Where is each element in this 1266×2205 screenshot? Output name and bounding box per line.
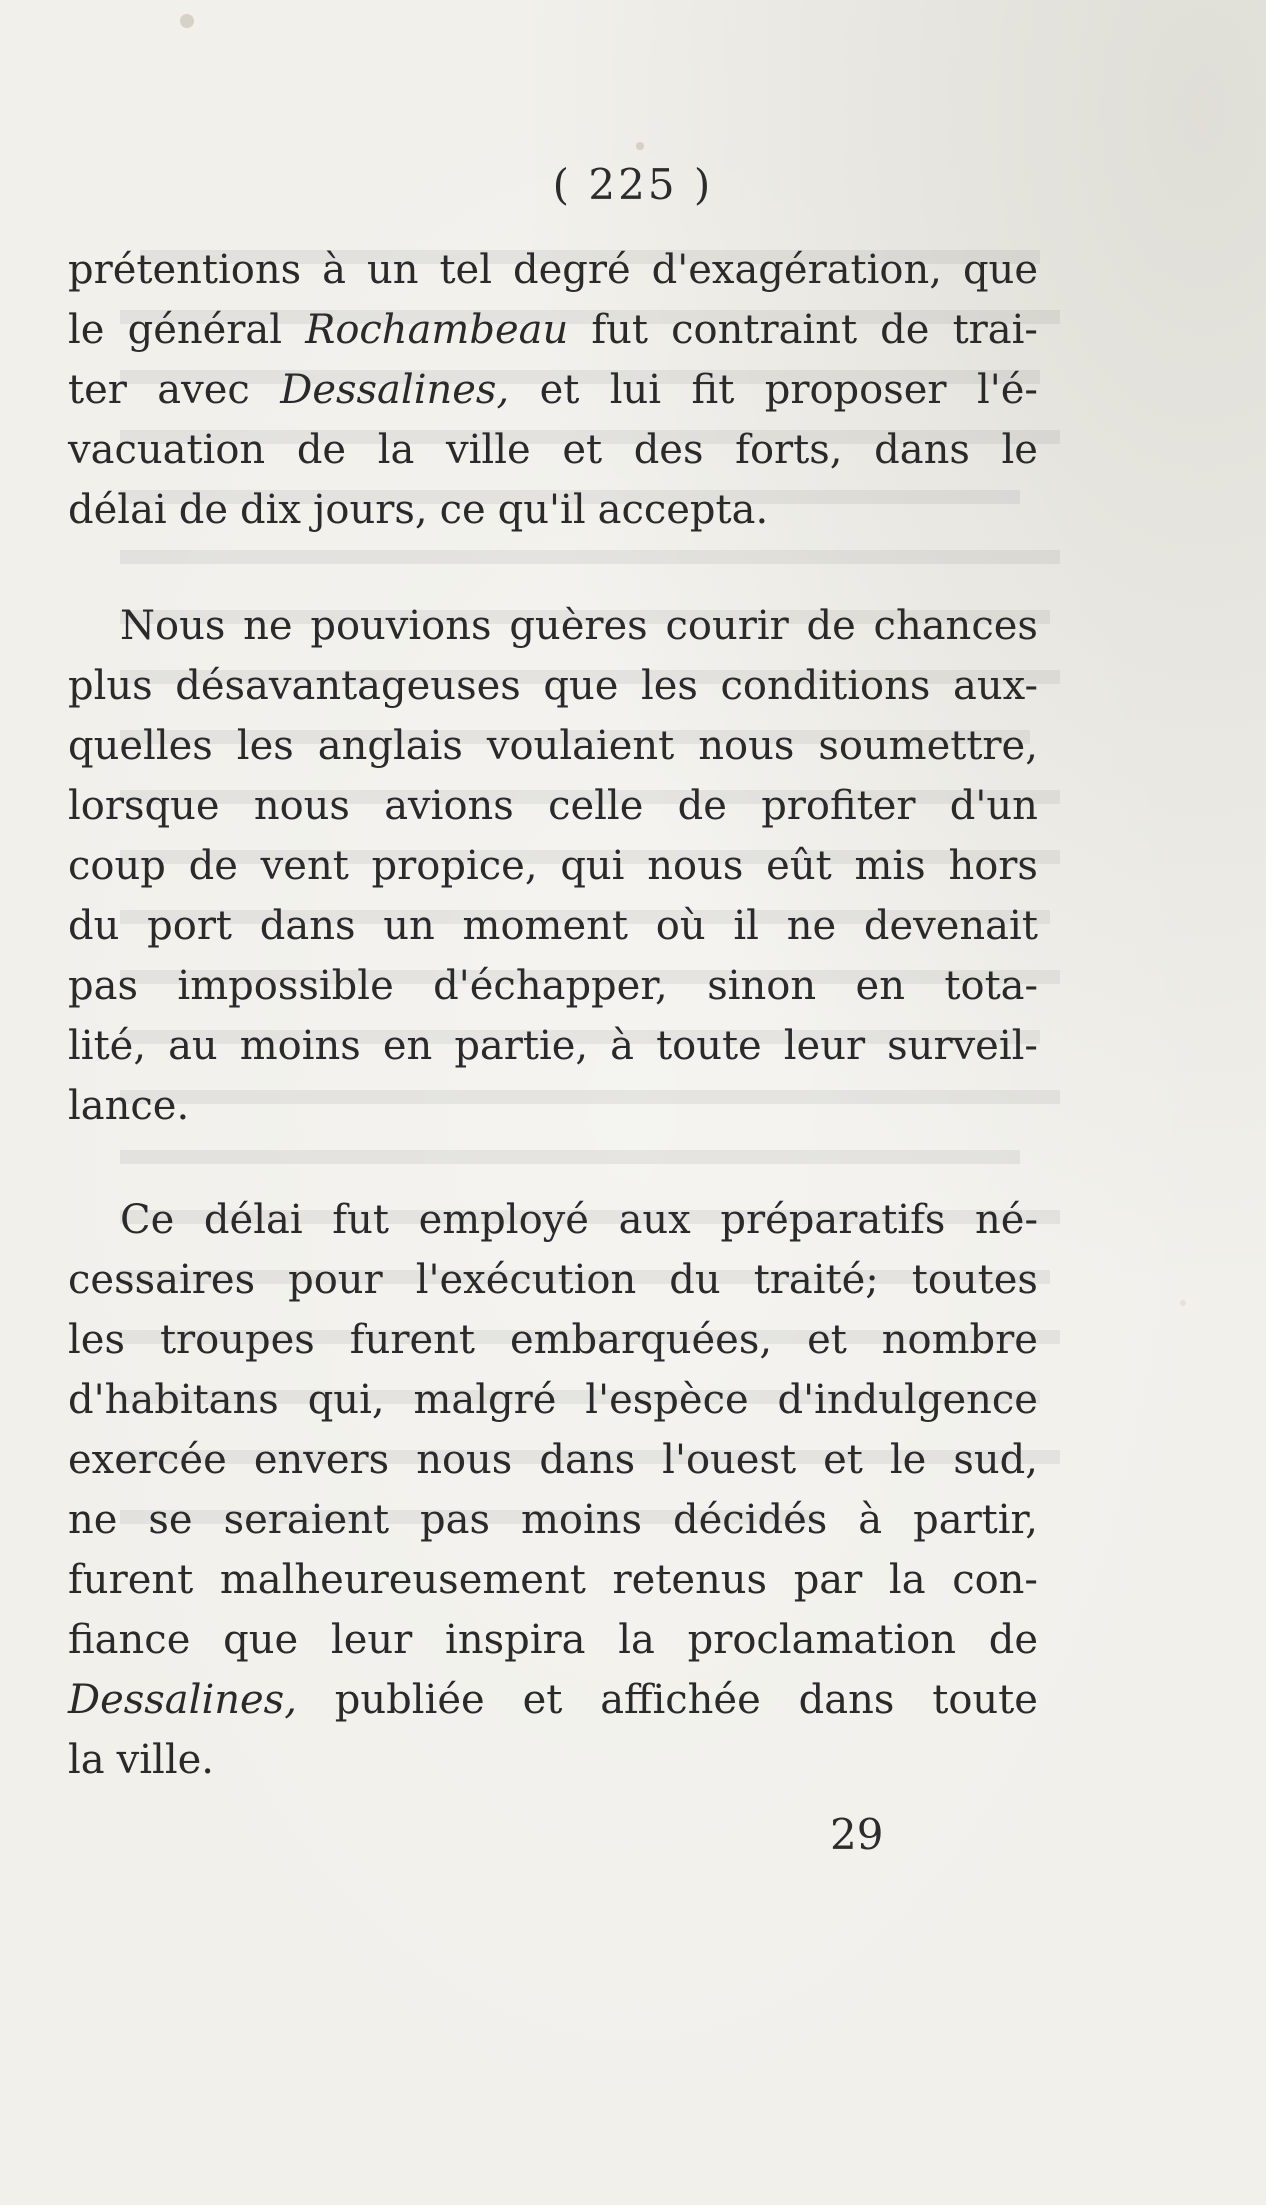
text-line bbox=[68, 1310, 1038, 1370]
word: de bbox=[677, 783, 727, 829]
word: préparatifs bbox=[720, 1197, 946, 1243]
word: cessaires bbox=[68, 1257, 256, 1303]
word: du bbox=[68, 903, 120, 949]
word: vacuation bbox=[68, 427, 266, 473]
word: chances bbox=[873, 603, 1038, 649]
word: dans bbox=[259, 903, 356, 949]
word: pas bbox=[420, 1497, 490, 1543]
word: troupes bbox=[159, 1317, 315, 1363]
word: devenait bbox=[863, 903, 1038, 949]
word: nous bbox=[698, 723, 795, 769]
word: quelles bbox=[68, 723, 213, 769]
word: hors bbox=[948, 843, 1038, 889]
word: mis bbox=[854, 843, 926, 889]
word: l'espèce bbox=[585, 1377, 749, 1423]
word: eût bbox=[766, 843, 832, 889]
text-line bbox=[68, 1610, 1038, 1670]
word: lité, bbox=[68, 1023, 147, 1069]
text-line bbox=[68, 1190, 1038, 1250]
word: que bbox=[962, 247, 1038, 293]
word: d'un bbox=[949, 783, 1038, 829]
word: proposer bbox=[764, 367, 947, 413]
word: à bbox=[322, 247, 346, 293]
text-line bbox=[68, 1370, 1038, 1430]
word: d'exagération, bbox=[651, 247, 942, 293]
word: l'ouest bbox=[662, 1437, 797, 1483]
word: ce bbox=[439, 487, 486, 533]
word: délai bbox=[68, 487, 167, 533]
word: proclamation bbox=[687, 1617, 956, 1663]
word: propice, bbox=[371, 843, 538, 889]
word: accepta. bbox=[597, 487, 769, 533]
word: un bbox=[366, 247, 419, 293]
word: vent bbox=[260, 843, 349, 889]
word: impossible bbox=[177, 963, 394, 1009]
word: à bbox=[610, 1023, 635, 1069]
word: l'é- bbox=[976, 367, 1038, 413]
word: tota- bbox=[944, 963, 1038, 1009]
word: traité; bbox=[753, 1257, 879, 1303]
word: fut bbox=[332, 1197, 389, 1243]
text-line bbox=[68, 300, 1038, 360]
word: voulaient bbox=[486, 723, 675, 769]
word: la bbox=[377, 427, 415, 473]
word: plus bbox=[68, 663, 153, 709]
word: lorsque bbox=[68, 783, 220, 829]
word: il bbox=[733, 903, 759, 949]
word: et bbox=[562, 427, 603, 473]
word: se bbox=[148, 1497, 193, 1543]
word: que bbox=[543, 663, 619, 709]
word: contraint bbox=[671, 307, 858, 353]
page-number: ( 225 ) bbox=[552, 160, 714, 209]
word: la bbox=[618, 1617, 655, 1663]
word: coup bbox=[68, 843, 166, 889]
word: toutes bbox=[911, 1257, 1038, 1303]
word: aux bbox=[618, 1197, 691, 1243]
word: de bbox=[188, 843, 238, 889]
word: malgré bbox=[413, 1377, 557, 1423]
word: de bbox=[178, 487, 228, 533]
word: seraient bbox=[223, 1497, 390, 1543]
text-line bbox=[68, 360, 1038, 420]
word: partir, bbox=[913, 1497, 1038, 1543]
word: con- bbox=[952, 1557, 1038, 1603]
word: et bbox=[807, 1317, 847, 1363]
word: degré bbox=[512, 247, 631, 293]
word: en bbox=[382, 1023, 433, 1069]
word: soumettre, bbox=[818, 723, 1038, 769]
word: qu'il bbox=[497, 487, 586, 533]
word: profiter bbox=[761, 783, 916, 829]
word: celle bbox=[548, 783, 644, 829]
word: Nous bbox=[120, 603, 226, 649]
word: prétentions bbox=[68, 247, 302, 293]
word: de bbox=[296, 427, 347, 473]
word: ne bbox=[243, 603, 293, 649]
word: surveil- bbox=[887, 1023, 1038, 1069]
word: retenus bbox=[612, 1557, 768, 1603]
word: le bbox=[1001, 427, 1038, 473]
text-line bbox=[68, 1076, 1038, 1136]
word: pas bbox=[68, 963, 138, 1009]
word: fut bbox=[591, 307, 648, 353]
word: qui bbox=[560, 843, 625, 889]
word: d'échapper, bbox=[433, 963, 668, 1009]
word: le bbox=[68, 307, 105, 353]
word: ne bbox=[68, 1497, 118, 1543]
text-line bbox=[68, 1730, 1038, 1790]
text-line bbox=[68, 656, 1038, 716]
text-line bbox=[68, 1250, 1038, 1310]
word: d'indulgence bbox=[777, 1377, 1038, 1423]
paragraph-1 bbox=[68, 240, 1038, 540]
word: forts, bbox=[735, 427, 843, 473]
proper-name: Dessalines, bbox=[68, 1677, 297, 1723]
word: de bbox=[880, 307, 930, 353]
word: la bbox=[68, 1737, 105, 1783]
word: et bbox=[522, 1677, 563, 1723]
word: où bbox=[655, 903, 706, 949]
word: leur bbox=[783, 1023, 866, 1069]
text-line bbox=[68, 1550, 1038, 1610]
word: toute bbox=[932, 1677, 1038, 1723]
paragraph-2 bbox=[68, 596, 1038, 1136]
word: au bbox=[168, 1023, 218, 1069]
word: décidés bbox=[673, 1497, 828, 1543]
word: sinon bbox=[707, 963, 817, 1009]
text-line bbox=[68, 240, 1038, 300]
word: ne bbox=[786, 903, 837, 949]
word: désavantageuses bbox=[175, 663, 521, 709]
word: lui bbox=[609, 367, 662, 413]
word: en bbox=[855, 963, 905, 1009]
word: toute bbox=[656, 1023, 762, 1069]
paper-stain bbox=[180, 14, 194, 28]
text-line bbox=[68, 716, 1038, 776]
word: nous bbox=[647, 843, 744, 889]
word: pour bbox=[288, 1257, 383, 1303]
text-line bbox=[68, 776, 1038, 836]
word: moment bbox=[462, 903, 628, 949]
text-line bbox=[68, 1430, 1038, 1490]
word: ter bbox=[68, 367, 127, 413]
word: lance. bbox=[68, 1083, 190, 1129]
word: délai bbox=[203, 1197, 303, 1243]
word: exercée bbox=[68, 1437, 227, 1483]
word: partie, bbox=[454, 1023, 589, 1069]
word: dix bbox=[240, 487, 301, 533]
word: qui, bbox=[307, 1377, 385, 1423]
word: publiée bbox=[334, 1677, 485, 1723]
proper-name: Rochambeau bbox=[305, 307, 569, 353]
word: conditions bbox=[720, 663, 931, 709]
word: malheureusement bbox=[219, 1557, 586, 1603]
word: à bbox=[858, 1497, 883, 1543]
proper-name: Dessalines, bbox=[280, 367, 510, 413]
word: tel bbox=[439, 247, 492, 293]
word: la bbox=[888, 1557, 926, 1603]
word: dans bbox=[798, 1677, 895, 1723]
word: aux- bbox=[952, 663, 1038, 709]
word: les bbox=[68, 1317, 125, 1363]
word: ville bbox=[446, 427, 531, 473]
word: guères bbox=[509, 603, 648, 649]
word: et bbox=[539, 367, 580, 413]
word: fiance bbox=[68, 1617, 191, 1663]
word: courir bbox=[665, 603, 789, 649]
word: furent bbox=[68, 1557, 194, 1603]
word: des bbox=[633, 427, 704, 473]
word: envers bbox=[253, 1437, 390, 1483]
word: dans bbox=[874, 427, 970, 473]
text-line bbox=[68, 836, 1038, 896]
word: pouvions bbox=[310, 603, 492, 649]
word: l'exécution bbox=[415, 1257, 637, 1303]
word: furent bbox=[349, 1317, 475, 1363]
word: un bbox=[383, 903, 435, 949]
word: employé bbox=[418, 1197, 589, 1243]
word: anglais bbox=[317, 723, 463, 769]
text-line bbox=[68, 896, 1038, 956]
text-line bbox=[68, 1670, 1038, 1730]
word: les bbox=[236, 723, 294, 769]
text-line bbox=[68, 480, 1038, 540]
word: les bbox=[640, 663, 698, 709]
word: moins bbox=[239, 1023, 361, 1069]
word: du bbox=[669, 1257, 721, 1303]
word: leur bbox=[330, 1617, 413, 1663]
word: port bbox=[147, 903, 233, 949]
word: trai- bbox=[952, 307, 1038, 353]
word: sud, bbox=[953, 1437, 1038, 1483]
word: affichée bbox=[600, 1677, 761, 1723]
word: né- bbox=[975, 1197, 1038, 1243]
word: Ce bbox=[120, 1197, 175, 1243]
word: nous bbox=[416, 1437, 513, 1483]
word: de bbox=[988, 1617, 1038, 1663]
word: ville. bbox=[116, 1737, 215, 1783]
word: général bbox=[127, 307, 283, 353]
word: dans bbox=[539, 1437, 636, 1483]
word: moins bbox=[520, 1497, 643, 1543]
word: de bbox=[806, 603, 856, 649]
text-line bbox=[68, 1016, 1038, 1076]
text-line bbox=[68, 596, 1038, 656]
word: fit bbox=[691, 367, 735, 413]
word: nombre bbox=[881, 1317, 1038, 1363]
paper-stain bbox=[636, 142, 644, 150]
word: que bbox=[223, 1617, 299, 1663]
word: par bbox=[793, 1557, 863, 1603]
word: jours, bbox=[312, 487, 428, 533]
word: le bbox=[889, 1437, 927, 1483]
text-line bbox=[68, 420, 1038, 480]
word: et bbox=[823, 1437, 863, 1483]
word: inspira bbox=[445, 1617, 586, 1663]
text-line bbox=[68, 1490, 1038, 1550]
paragraph-3 bbox=[68, 1190, 1038, 1790]
word: avec bbox=[157, 367, 250, 413]
word: nous bbox=[253, 783, 350, 829]
paper-stain bbox=[1180, 1300, 1186, 1306]
word: avions bbox=[384, 783, 514, 829]
signature-mark: 29 bbox=[830, 1810, 884, 1859]
word: embarquées, bbox=[509, 1317, 773, 1363]
text-line bbox=[68, 956, 1038, 1016]
word: d'habitans bbox=[68, 1377, 279, 1423]
